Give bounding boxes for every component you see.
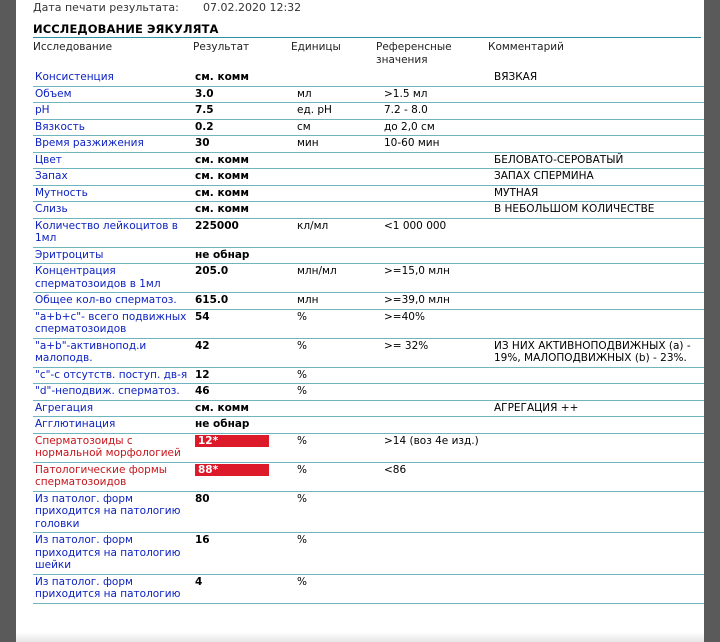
bottom-edge bbox=[16, 632, 704, 642]
test-result-cell bbox=[193, 293, 295, 310]
test-comment-cell bbox=[492, 185, 704, 202]
test-unit: % bbox=[297, 385, 307, 397]
test-unit-cell bbox=[295, 103, 382, 120]
test-name-cell bbox=[33, 202, 193, 219]
test-comment-cell bbox=[492, 533, 704, 575]
test-name-cell bbox=[33, 338, 193, 367]
window-frame-right bbox=[704, 0, 720, 642]
test-unit: кл/мл bbox=[297, 219, 329, 232]
test-result-cell bbox=[193, 136, 295, 153]
test-comment: ИЗ НИХ АКТИВНОПОДВИЖНЫХ (a) - 19%, МАЛОПОДВИЖНЫХ (b) - 23%. bbox=[494, 339, 691, 364]
test-comment: ВЯЗКАЯ bbox=[494, 71, 538, 83]
section-title: ИССЛЕДОВАНИЕ ЭЯКУЛЯТА bbox=[33, 22, 219, 36]
test-result: 7.5 bbox=[195, 104, 214, 116]
test-unit-cell bbox=[295, 433, 382, 462]
test-name: Консистенция bbox=[35, 71, 114, 83]
test-name-cell bbox=[33, 384, 193, 401]
table-row bbox=[33, 86, 704, 103]
test-unit-cell bbox=[295, 491, 382, 533]
test-name-cell bbox=[33, 293, 193, 310]
test-comment-cell bbox=[492, 400, 704, 417]
test-comment-cell bbox=[492, 491, 704, 533]
test-unit: % bbox=[297, 575, 307, 588]
test-reference-cell bbox=[382, 533, 492, 575]
test-reference-cell bbox=[382, 400, 492, 417]
test-result: см. комм bbox=[195, 203, 249, 215]
test-reference: >=15,0 млн bbox=[384, 265, 450, 277]
test-name: Запах bbox=[35, 170, 68, 182]
test-result-cell bbox=[193, 247, 295, 264]
test-reference-cell bbox=[382, 136, 492, 153]
test-reference-cell bbox=[382, 247, 492, 264]
test-name-cell bbox=[33, 247, 193, 264]
print-date-label: Дата печати результата: bbox=[33, 1, 179, 14]
test-name: Количество лейкоцитов в 1мл bbox=[35, 219, 178, 244]
test-result-cell bbox=[193, 103, 295, 120]
test-reference: 10-60 мин bbox=[384, 137, 440, 149]
test-unit-cell bbox=[295, 86, 382, 103]
abnormal-result-flag: 12* bbox=[195, 435, 269, 448]
table-row bbox=[33, 152, 704, 169]
test-reference-cell bbox=[382, 462, 492, 491]
test-reference: >=39,0 млн bbox=[384, 294, 450, 306]
test-name-cell bbox=[33, 86, 193, 103]
test-name-cell bbox=[33, 103, 193, 120]
test-result: 0.2 bbox=[195, 120, 214, 133]
test-unit-cell bbox=[295, 218, 382, 247]
test-reference-cell bbox=[382, 574, 492, 603]
test-reference-cell bbox=[382, 264, 492, 293]
header-comment: Комментарий bbox=[488, 41, 564, 53]
test-reference-cell bbox=[382, 185, 492, 202]
test-unit-cell bbox=[295, 533, 382, 575]
test-result: 46 bbox=[195, 385, 210, 397]
test-result-cell bbox=[193, 400, 295, 417]
test-result: 42 bbox=[195, 339, 210, 352]
test-result: см. комм bbox=[195, 71, 249, 83]
test-result-cell bbox=[193, 185, 295, 202]
test-comment-cell bbox=[492, 367, 704, 384]
test-comment-cell bbox=[492, 264, 704, 293]
table-row bbox=[33, 119, 704, 136]
test-comment-cell bbox=[492, 202, 704, 219]
test-comment-cell bbox=[492, 384, 704, 401]
test-name: Патологические формы сперматозоидов bbox=[35, 463, 168, 488]
test-comment-cell bbox=[492, 417, 704, 434]
test-comment: МУТНАЯ bbox=[494, 186, 539, 199]
test-comment-cell bbox=[492, 119, 704, 136]
test-name: Агглютинация bbox=[35, 418, 116, 430]
table-row bbox=[33, 384, 704, 401]
test-name-cell bbox=[33, 169, 193, 186]
test-unit-cell bbox=[295, 574, 382, 603]
test-name-cell bbox=[33, 309, 193, 338]
table-row bbox=[33, 417, 704, 434]
abnormal-result-flag: 88* bbox=[195, 464, 269, 477]
test-unit-cell bbox=[295, 309, 382, 338]
test-comment-cell bbox=[492, 152, 704, 169]
test-name-cell bbox=[33, 417, 193, 434]
test-result: 225000 bbox=[195, 219, 239, 232]
test-unit: % bbox=[297, 368, 307, 381]
test-result: 30 bbox=[195, 137, 210, 149]
test-name: Вязкость bbox=[35, 120, 85, 133]
table-row bbox=[33, 185, 704, 202]
test-name: Из патолог. форм приходится на патологию bbox=[35, 575, 181, 600]
test-reference: >1.5 мл bbox=[384, 87, 428, 100]
test-result: 80 bbox=[195, 492, 210, 505]
test-result-cell bbox=[193, 70, 295, 86]
table-row bbox=[33, 218, 704, 247]
test-name-cell bbox=[33, 433, 193, 462]
table-row bbox=[33, 462, 704, 491]
test-unit-cell bbox=[295, 417, 382, 434]
test-name-cell bbox=[33, 462, 193, 491]
test-name: pH bbox=[35, 104, 50, 116]
table-row bbox=[33, 491, 704, 533]
test-reference-cell bbox=[382, 309, 492, 338]
test-comment: ЗАПАХ СПЕРМИНА bbox=[494, 170, 594, 182]
test-unit-cell bbox=[295, 202, 382, 219]
test-reference-cell bbox=[382, 491, 492, 533]
test-unit-cell bbox=[295, 338, 382, 367]
test-result: 16 bbox=[195, 534, 210, 546]
test-reference-cell bbox=[382, 218, 492, 247]
header-ref: Референсные значения bbox=[376, 41, 452, 66]
test-reference-cell bbox=[382, 70, 492, 86]
test-result-cell bbox=[193, 152, 295, 169]
test-name: "a+b"-активнопод.и малоподв. bbox=[35, 339, 147, 364]
test-name: "c"-с отсутств. поступ. дв-я bbox=[35, 368, 188, 381]
test-name: "a+b+c"- всего подвижных сперматозоидов bbox=[35, 310, 187, 335]
test-unit: % bbox=[297, 339, 307, 352]
test-unit-cell bbox=[295, 384, 382, 401]
test-reference-cell bbox=[382, 169, 492, 186]
test-result-cell bbox=[193, 574, 295, 603]
table-row bbox=[33, 293, 704, 310]
test-result: см. комм bbox=[195, 153, 249, 166]
test-name: Слизь bbox=[35, 203, 68, 215]
test-result-cell bbox=[193, 169, 295, 186]
test-comment-cell bbox=[492, 86, 704, 103]
test-result: 205.0 bbox=[195, 265, 229, 277]
test-unit: % bbox=[297, 492, 307, 505]
header-name: Исследование bbox=[33, 41, 113, 53]
test-comment: В НЕБОЛЬШОМ КОЛИЧЕСТВЕ bbox=[494, 203, 655, 215]
test-reference-cell bbox=[382, 152, 492, 169]
test-name-cell bbox=[33, 400, 193, 417]
test-unit-cell bbox=[295, 400, 382, 417]
test-name-cell bbox=[33, 533, 193, 575]
test-name: "d"-неподвиж. сперматоз. bbox=[35, 385, 180, 397]
test-name-cell bbox=[33, 574, 193, 603]
test-comment: БЕЛОВАТО-СЕРОВАТЫЙ bbox=[494, 153, 624, 166]
test-result-cell bbox=[193, 309, 295, 338]
test-unit: ед. pH bbox=[297, 104, 332, 116]
test-reference-cell bbox=[382, 202, 492, 219]
header-result: Результат bbox=[193, 41, 250, 53]
test-unit: мл bbox=[297, 87, 312, 100]
test-result-cell bbox=[193, 202, 295, 219]
test-name-cell bbox=[33, 218, 193, 247]
test-reference-cell bbox=[382, 103, 492, 120]
table-row bbox=[33, 533, 704, 575]
test-comment-cell bbox=[492, 309, 704, 338]
test-name-cell bbox=[33, 185, 193, 202]
test-reference: >14 (воз 4е изд.) bbox=[384, 434, 479, 447]
test-comment-cell bbox=[492, 462, 704, 491]
test-name: Время разжижения bbox=[35, 137, 144, 149]
table-row bbox=[33, 433, 704, 462]
test-unit: % bbox=[297, 310, 307, 323]
test-result-cell bbox=[193, 491, 295, 533]
test-result-cell bbox=[193, 338, 295, 367]
test-result: см. комм bbox=[195, 186, 249, 199]
report-page bbox=[16, 0, 704, 642]
test-unit-cell bbox=[295, 462, 382, 491]
test-unit-cell bbox=[295, 136, 382, 153]
test-name: Концентрация сперматозоидов в 1мл bbox=[35, 265, 161, 290]
test-reference-cell bbox=[382, 433, 492, 462]
table-row bbox=[33, 103, 704, 120]
test-reference-cell bbox=[382, 293, 492, 310]
test-comment-cell bbox=[492, 70, 704, 86]
table-row bbox=[33, 169, 704, 186]
test-unit: млн/мл bbox=[297, 265, 337, 277]
title-divider bbox=[33, 37, 701, 38]
test-name: Эритроциты bbox=[35, 248, 104, 261]
test-reference-cell bbox=[382, 338, 492, 367]
test-result-cell bbox=[193, 433, 295, 462]
test-name-cell bbox=[33, 70, 193, 86]
test-unit-cell bbox=[295, 169, 382, 186]
table-row bbox=[33, 309, 704, 338]
test-reference: >=40% bbox=[384, 310, 425, 323]
test-name: Цвет bbox=[35, 153, 62, 166]
test-reference: до 2,0 см bbox=[384, 120, 435, 133]
header-unit: Единицы bbox=[291, 41, 341, 53]
test-reference-cell bbox=[382, 384, 492, 401]
window-frame-left bbox=[0, 0, 16, 642]
test-unit: млн bbox=[297, 294, 319, 306]
test-result-cell bbox=[193, 119, 295, 136]
table-row bbox=[33, 70, 704, 86]
test-unit: см bbox=[297, 120, 311, 133]
test-comment-cell bbox=[492, 218, 704, 247]
test-result: не обнар bbox=[195, 418, 250, 430]
test-reference: <1 000 000 bbox=[384, 219, 447, 232]
test-comment-cell bbox=[492, 574, 704, 603]
test-name-cell bbox=[33, 491, 193, 533]
table-row bbox=[33, 136, 704, 153]
test-name-cell bbox=[33, 119, 193, 136]
test-result-cell bbox=[193, 533, 295, 575]
test-reference-cell bbox=[382, 417, 492, 434]
test-comment-cell bbox=[492, 293, 704, 310]
test-reference: >= 32% bbox=[384, 339, 429, 352]
table-row bbox=[33, 247, 704, 264]
test-reference: <86 bbox=[384, 463, 407, 476]
test-comment-cell bbox=[492, 338, 704, 367]
test-unit: % bbox=[297, 534, 307, 546]
test-result: 12 bbox=[195, 368, 210, 381]
test-name-cell bbox=[33, 152, 193, 169]
test-name: Общее кол-во сперматоз. bbox=[35, 294, 177, 306]
test-name: Агрегация bbox=[35, 401, 94, 414]
test-result: 54 bbox=[195, 310, 210, 323]
test-unit-cell bbox=[295, 152, 382, 169]
table-row bbox=[33, 574, 704, 603]
test-unit-cell bbox=[295, 293, 382, 310]
test-name-cell bbox=[33, 367, 193, 384]
test-name: Мутность bbox=[35, 186, 88, 199]
test-unit-cell bbox=[295, 70, 382, 86]
print-date-value: 07.02.2020 12:32 bbox=[203, 1, 302, 14]
test-comment-cell bbox=[492, 136, 704, 153]
test-unit-cell bbox=[295, 247, 382, 264]
test-unit: % bbox=[297, 434, 307, 447]
test-result: 4 bbox=[195, 575, 203, 588]
table-row bbox=[33, 400, 704, 417]
test-result: 615.0 bbox=[195, 294, 229, 306]
test-result: 3.0 bbox=[195, 87, 214, 100]
test-unit: % bbox=[297, 463, 307, 476]
test-reference-cell bbox=[382, 86, 492, 103]
test-reference-cell bbox=[382, 119, 492, 136]
test-name: Сперматозоиды с нормальной морфологией bbox=[35, 434, 181, 459]
table-row bbox=[33, 338, 704, 367]
test-result: см. комм bbox=[195, 170, 249, 182]
test-unit-cell bbox=[295, 367, 382, 384]
test-comment-cell bbox=[492, 169, 704, 186]
test-unit-cell bbox=[295, 185, 382, 202]
test-result-cell bbox=[193, 264, 295, 293]
test-name-cell bbox=[33, 264, 193, 293]
test-comment-cell bbox=[492, 247, 704, 264]
table-row bbox=[33, 202, 704, 219]
test-unit: мин bbox=[297, 137, 319, 149]
test-name: Из патолог. форм приходится на патологию головки bbox=[35, 492, 181, 530]
test-result-cell bbox=[193, 367, 295, 384]
test-result-cell bbox=[193, 462, 295, 491]
test-unit-cell bbox=[295, 264, 382, 293]
test-comment: АГРЕГАЦИЯ ++ bbox=[494, 401, 579, 414]
test-result-cell bbox=[193, 384, 295, 401]
test-name-cell bbox=[33, 136, 193, 153]
test-comment-cell bbox=[492, 103, 704, 120]
table-row bbox=[33, 264, 704, 293]
test-reference-cell bbox=[382, 367, 492, 384]
test-result: не обнар bbox=[195, 248, 250, 261]
test-result-cell bbox=[193, 417, 295, 434]
test-result: см. комм bbox=[195, 401, 249, 414]
test-unit-cell bbox=[295, 119, 382, 136]
test-result-cell bbox=[193, 86, 295, 103]
test-comment-cell bbox=[492, 433, 704, 462]
test-name: Объем bbox=[35, 87, 72, 100]
test-reference: 7.2 - 8.0 bbox=[384, 104, 428, 116]
test-name: Из патолог. форм приходится на патологию шейки bbox=[35, 534, 181, 571]
print-date-row bbox=[33, 1, 301, 14]
test-result-cell bbox=[193, 218, 295, 247]
table-row bbox=[33, 367, 704, 384]
results-table bbox=[33, 70, 704, 604]
